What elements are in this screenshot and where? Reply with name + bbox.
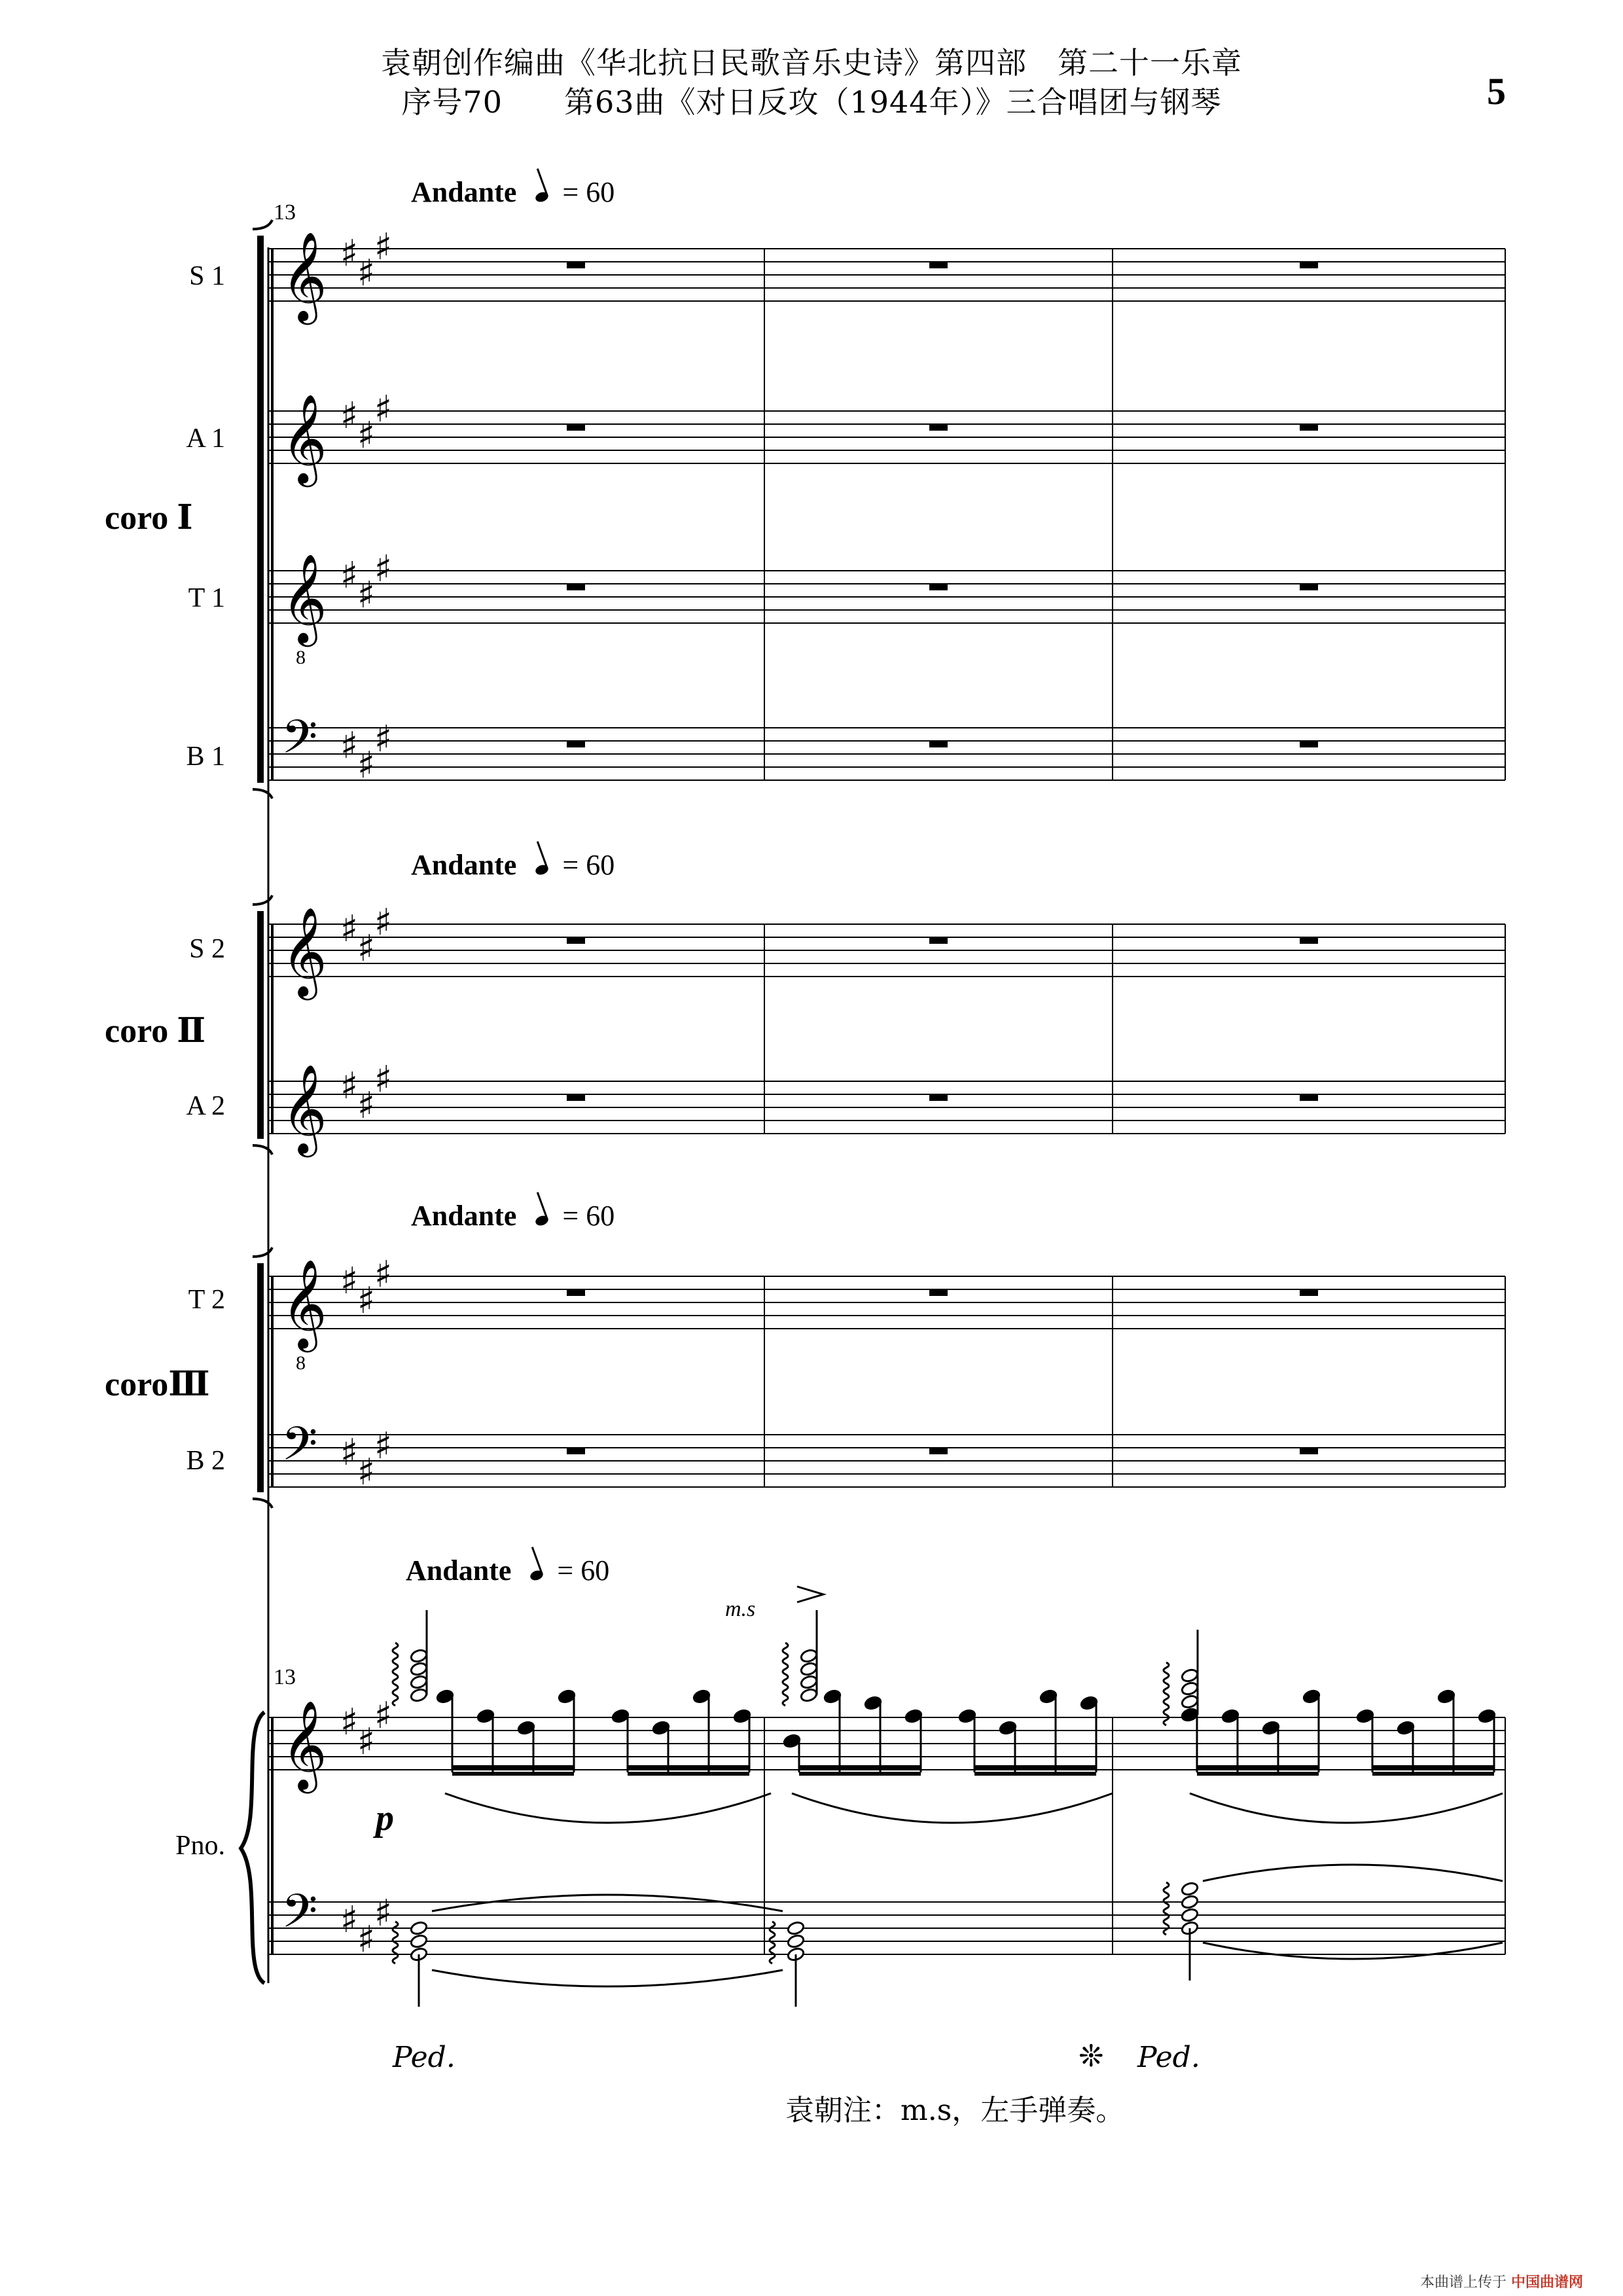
notehead <box>1181 1894 1199 1909</box>
dynamic-marking: p <box>376 1798 394 1839</box>
sharp-icon: ♯ <box>340 395 359 437</box>
notehead <box>1181 1881 1199 1896</box>
bass-clef-icon: 𝄢 <box>281 710 318 776</box>
notehead <box>800 1687 818 1702</box>
sharp-icon: ♯ <box>340 1899 359 1941</box>
watermark-prefix: 本曲谱上传于 <box>1420 2274 1507 2291</box>
sharp-icon: ♯ <box>340 232 359 275</box>
part-label-b2: B 2 <box>186 1446 225 1476</box>
whole-rest <box>929 1094 948 1101</box>
whole-rest <box>567 1094 585 1101</box>
notehead <box>410 1920 428 1935</box>
part-label-a2: A 2 <box>186 1091 225 1121</box>
tie <box>432 1970 783 1986</box>
whole-rest <box>1300 424 1318 431</box>
notehead <box>410 1661 428 1676</box>
notehead <box>787 1920 805 1935</box>
sharp-icon: ♯ <box>374 1892 393 1935</box>
sharp-icon: ♯ <box>374 388 393 431</box>
sharp-icon: ♯ <box>340 725 359 767</box>
sharp-icon: ♯ <box>357 1918 376 1961</box>
notehead <box>1181 1681 1199 1696</box>
whole-rest <box>929 262 948 268</box>
sharp-icon: ♯ <box>374 718 393 761</box>
treble-clef-icon: 𝄞 <box>281 1258 327 1348</box>
treble-clef-icon: 𝄞 <box>281 230 327 321</box>
whole-rest <box>1300 1289 1318 1296</box>
score-title-line-1: 袁朝创作编曲《华北抗日民歌音乐史诗》第四部 第二十一乐章 <box>381 45 1242 81</box>
notehead <box>410 1687 428 1702</box>
bass-clef-icon: 𝄢 <box>281 1884 318 1950</box>
notehead <box>1181 1907 1199 1922</box>
whole-rest <box>929 1448 948 1454</box>
pedal-marking-2: Ped. <box>1137 2041 1200 2074</box>
tempo-text: Andante <box>406 1554 512 1587</box>
sharp-icon: ♯ <box>340 908 359 950</box>
pedal-marking-1: Ped. <box>393 2041 455 2074</box>
score-title-line-2: 序号70 第63曲《对日反攻（1944年）》三合唱团与钢琴 <box>401 84 1222 120</box>
sharp-icon: ♯ <box>374 548 393 590</box>
tempo-text: Andante <box>411 1200 517 1232</box>
part-label-t1: T 1 <box>188 583 225 613</box>
piano-notes <box>393 1587 1503 2007</box>
sharp-icon: ♯ <box>374 226 393 268</box>
whole-rest <box>567 1289 585 1296</box>
treble-clef-icon: 𝄞 <box>281 1699 327 1789</box>
whole-rests <box>567 262 1318 1454</box>
sharp-icon: ♯ <box>357 927 376 970</box>
notehead <box>787 1933 805 1948</box>
part-label-piano: Pno. <box>175 1831 225 1861</box>
arpeggio-icon <box>1164 1882 1169 1935</box>
group-label-coro-2: coro Ⅱ <box>105 1013 206 1050</box>
sharp-icon: ♯ <box>374 1253 393 1296</box>
notehead <box>1181 1694 1199 1709</box>
tempo-text: Andante <box>411 849 517 881</box>
treble-clef-icon: 𝄞 <box>281 1063 327 1153</box>
tempo-text: Andante <box>411 176 517 208</box>
measure-barlines <box>272 249 1505 1954</box>
sharp-icon: ♯ <box>357 1451 376 1494</box>
sharp-icon: ♯ <box>357 414 376 457</box>
tie <box>1203 1943 1503 1959</box>
measure-number: 13 <box>274 200 296 224</box>
sharp-icon: ♯ <box>374 1695 393 1737</box>
notehead <box>410 1648 428 1663</box>
piano-brace <box>241 1712 264 1983</box>
whole-rest <box>567 424 585 431</box>
sharp-icon: ♯ <box>374 1425 393 1467</box>
notehead <box>800 1648 818 1663</box>
slur <box>445 1793 771 1823</box>
whole-rest <box>1300 584 1318 590</box>
pedal-release-icon: ❊ <box>1079 2039 1104 2073</box>
tempo-value: = 60 <box>557 1554 610 1587</box>
notehead <box>800 1661 818 1676</box>
whole-rest <box>567 262 585 268</box>
notehead <box>410 1674 428 1689</box>
whole-rest <box>929 937 948 944</box>
arpeggio-icon <box>1164 1662 1169 1725</box>
system-barlines <box>241 220 272 1983</box>
part-label-a1: A 1 <box>186 423 225 454</box>
part-label-s2: S 2 <box>189 934 225 964</box>
tempo-value: = 60 <box>562 1200 615 1232</box>
whole-rest <box>567 584 585 590</box>
whole-rest <box>929 584 948 590</box>
slur <box>792 1793 1113 1823</box>
notehead <box>800 1674 818 1689</box>
part-label-s1: S 1 <box>189 261 225 291</box>
tempo-value: = 60 <box>562 849 615 881</box>
watermark-site: 中国曲谱网 <box>1511 2274 1584 2291</box>
octave-8-mark: 8 <box>296 647 306 668</box>
sharp-icon: ♯ <box>357 1721 376 1763</box>
treble-clef-icon: 𝄞 <box>281 906 327 996</box>
sharp-icon: ♯ <box>340 1260 359 1302</box>
sharp-icon: ♯ <box>374 1058 393 1101</box>
whole-rest <box>567 1448 585 1454</box>
bass-clef-icon: 𝄢 <box>281 1417 318 1482</box>
sharp-icon: ♯ <box>340 1065 359 1107</box>
sharp-icon: ♯ <box>357 744 376 787</box>
whole-rest <box>929 424 948 431</box>
notehead <box>410 1933 428 1948</box>
footnote: 袁朝注：m.s，左手弹奏。 <box>785 2094 1125 2127</box>
accent-icon <box>797 1587 823 1602</box>
tie <box>432 1895 783 1911</box>
sharp-icon: ♯ <box>340 554 359 597</box>
treble-clef-icon: 𝄞 <box>281 552 327 643</box>
ms-marking: m.s <box>725 1597 756 1621</box>
sharp-icon: ♯ <box>374 901 393 944</box>
whole-rest <box>1300 741 1318 747</box>
part-label-t2: T 2 <box>188 1285 225 1315</box>
tie <box>1203 1865 1503 1881</box>
tempo-value: = 60 <box>562 176 615 208</box>
page-number: 5 <box>1487 70 1506 113</box>
group-label-coro-3: coroⅢ <box>105 1366 210 1403</box>
arpeggio-icon <box>783 1643 788 1706</box>
sharp-icon: ♯ <box>357 1085 376 1127</box>
clefs <box>281 226 392 1961</box>
octave-8-mark: 8 <box>296 1352 306 1374</box>
sharp-icon: ♯ <box>357 574 376 617</box>
slur <box>1190 1793 1503 1823</box>
whole-rest <box>1300 262 1318 268</box>
whole-rest <box>1300 1094 1318 1101</box>
whole-rest <box>567 741 585 747</box>
whole-rest <box>929 741 948 747</box>
sharp-icon: ♯ <box>340 1431 359 1474</box>
whole-rest <box>1300 937 1318 944</box>
measure-number-piano: 13 <box>274 1665 296 1689</box>
treble-clef-icon: 𝄞 <box>281 393 327 483</box>
arpeggio-icon <box>393 1643 398 1706</box>
whole-rest <box>567 937 585 944</box>
sharp-icon: ♯ <box>357 252 376 295</box>
group-label-coro-1: coro Ⅰ <box>105 499 193 537</box>
sharp-icon: ♯ <box>340 1701 359 1744</box>
whole-rest <box>1300 1448 1318 1454</box>
part-label-b1: B 1 <box>186 742 225 772</box>
notehead <box>1181 1668 1199 1683</box>
sharp-icon: ♯ <box>357 1280 376 1322</box>
whole-rest <box>929 1289 948 1296</box>
